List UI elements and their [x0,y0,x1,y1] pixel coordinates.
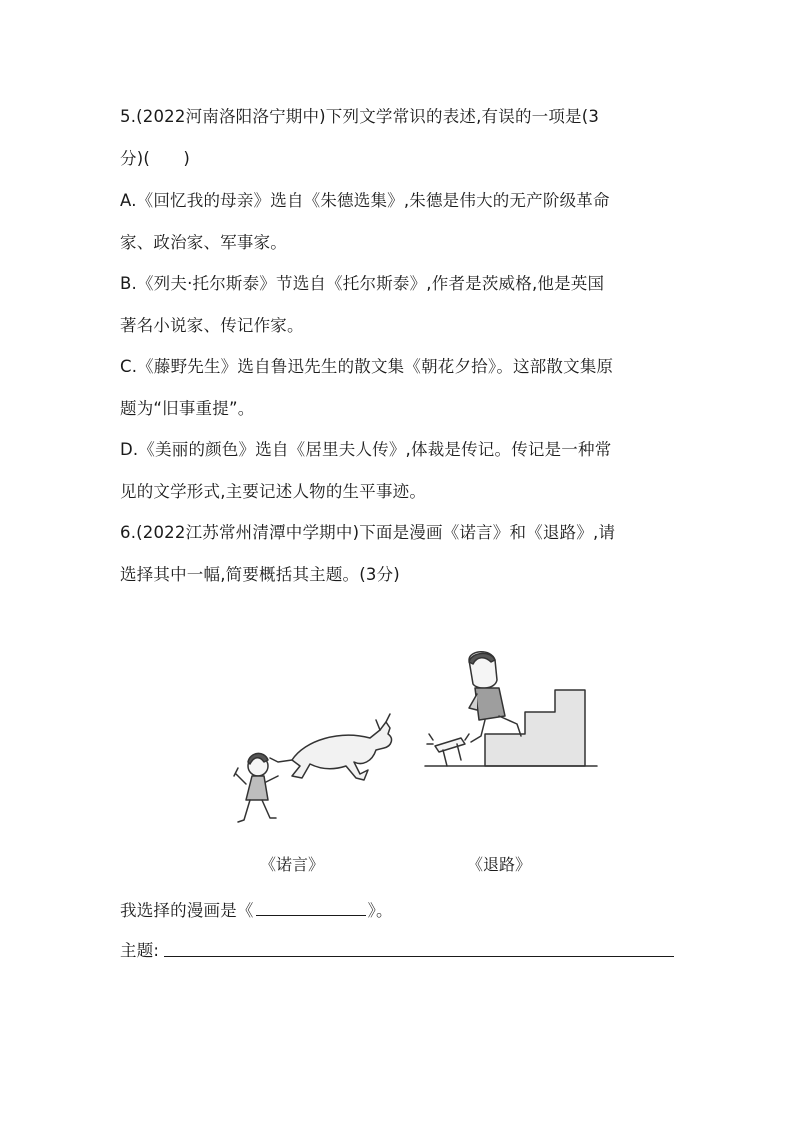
answer-choice-prefix: 我选择的漫画是《 [120,901,254,920]
option-b-line-2: 著名小说家、传记作家。 [120,316,304,335]
question-5-line-2: 分)( ) [120,149,191,168]
question-6-line-1: 6.(2022江苏常州清潭中学期中)下面是漫画《诺言》和《退路》,请 [120,523,616,542]
cartoon-caption-promise: 《诺言》 [260,855,325,874]
theme-answer-blank[interactable] [164,956,674,957]
answer-choice-blank[interactable] [256,899,366,916]
option-b-line-1: B.《列夫·托尔斯泰》节选自《托尔斯泰》,作者是茨威格,他是英国 [120,274,605,293]
question-5-line-1: 5.(2022河南洛阳洛宁期中)下列文学常识的表述,有误的一项是(3 [120,107,600,126]
cartoon-caption-retreat: 《退路》 [467,855,532,874]
option-c-line-2: 题为“旧事重提”。 [120,399,255,418]
answer-choice-suffix: 》。 [367,901,393,920]
option-d-line-1: D.《美丽的颜色》选自《居里夫人传》,体裁是传记。传记是一种常 [120,440,612,459]
answer-choice-line [120,899,680,922]
bull-chasing-man-illustration [230,700,400,830]
option-a-line-1: A.《回忆我的母亲》选自《朱德选集》,朱德是伟大的无产阶级革命 [120,191,610,210]
option-d-line-2: 见的文学形式,主要记述人物的生平事迹。 [120,482,427,501]
option-a-line-2: 家、政治家、军事家。 [120,233,287,252]
option-c-line-1: C.《藤野先生》选自鲁迅先生的散文集《朝花夕拾》。这部散文集原 [120,357,614,376]
question-6-line-2: 选择其中一幅,简要概括其主题。(3分) [120,565,400,584]
man-climbing-stairs-illustration [425,650,600,775]
theme-label: 主题: [120,941,160,960]
